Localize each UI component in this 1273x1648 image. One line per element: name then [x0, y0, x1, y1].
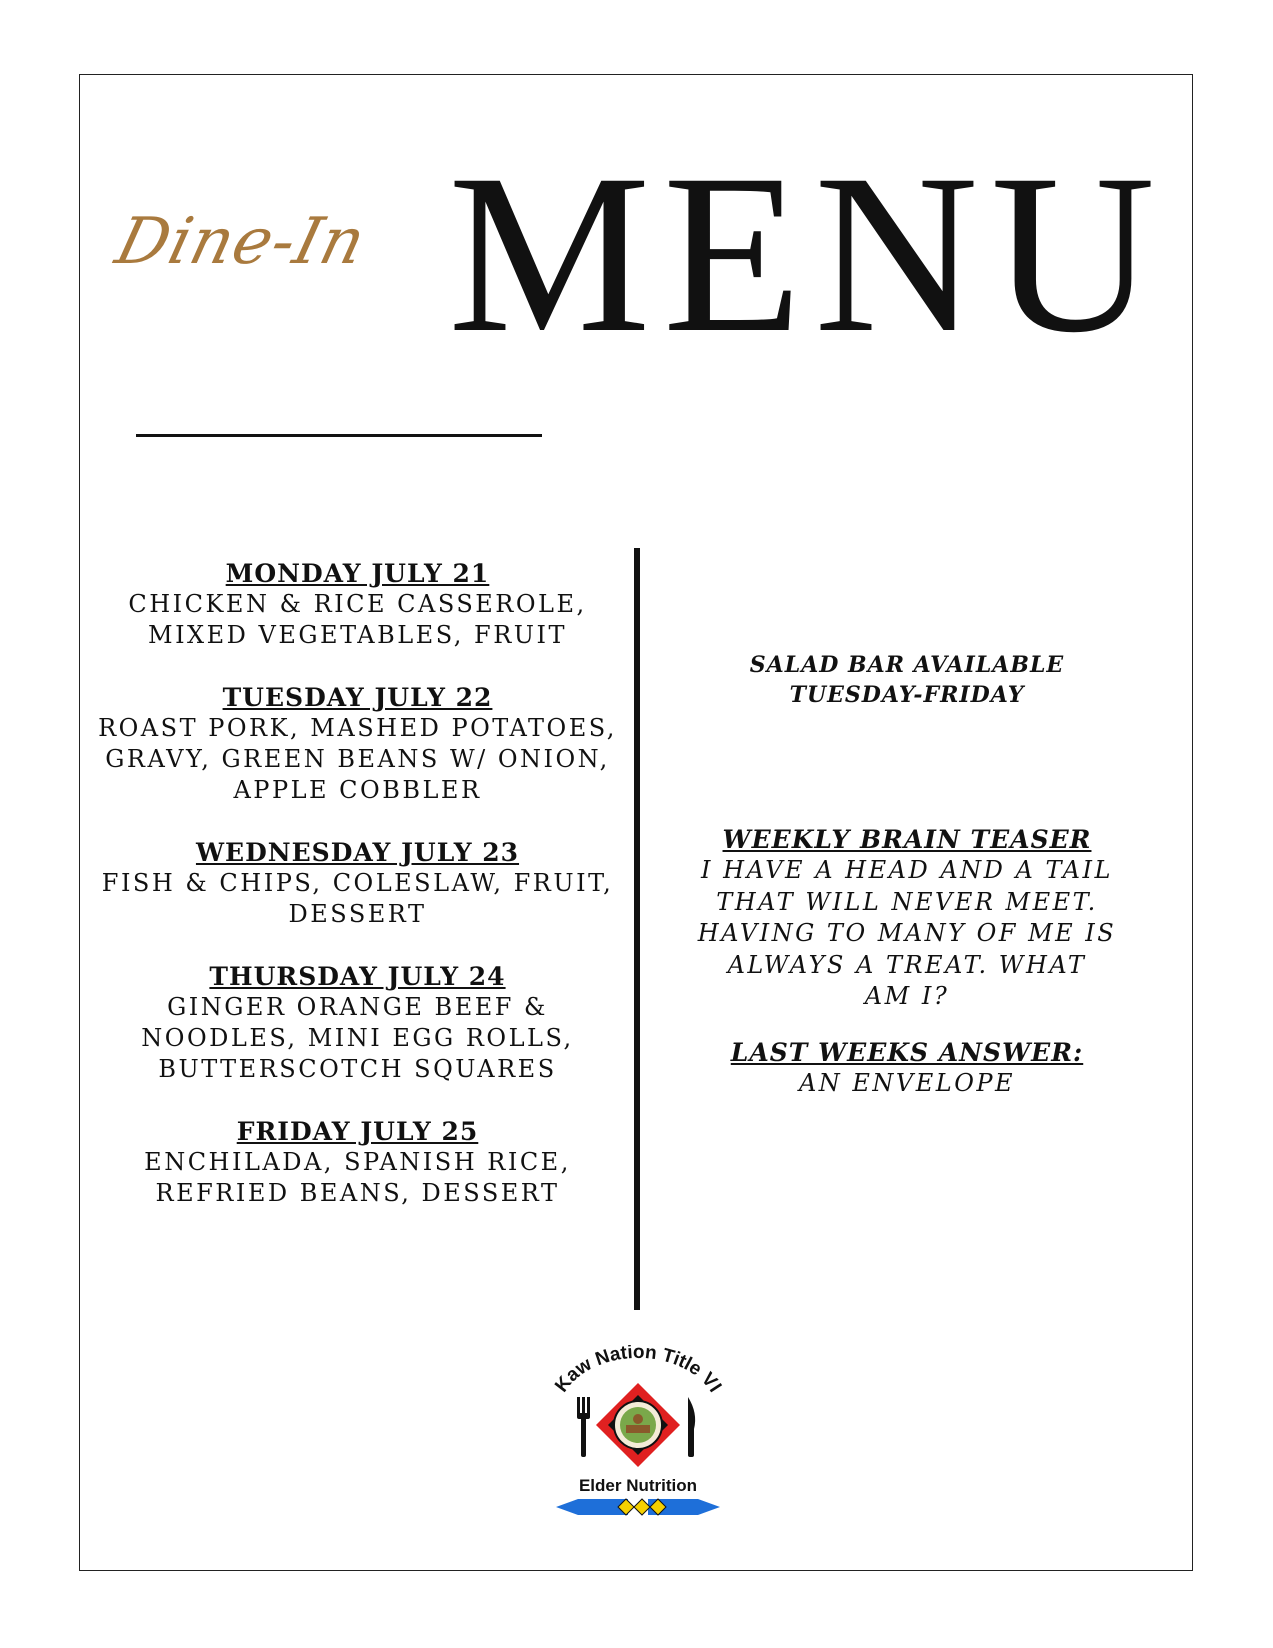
day-heading: THURSDAY JULY 24	[209, 962, 506, 991]
brain-teaser-line: I HAVE A HEAD AND A TAIL	[701, 856, 1113, 884]
last-week-answer	[672, 1037, 1142, 1099]
kaw-nation-elder-nutrition-logo	[538, 1345, 738, 1520]
last-week-answer-text: AN ENVELOPE	[798, 1069, 1016, 1097]
menu-item-line: GINGER ORANGE BEEF &	[167, 993, 548, 1021]
brain-teaser-line: THAT WILL NEVER MEET.	[716, 887, 1098, 916]
salad-bar-notice	[672, 650, 1142, 710]
menu-day-wednesday	[90, 837, 625, 930]
title-underline-rule	[136, 434, 542, 437]
menu-day-friday	[90, 1116, 625, 1209]
dine-in-script-title: Dine-In	[108, 205, 374, 279]
day-heading: TUESDAY JULY 22	[222, 683, 493, 712]
salad-bar-line: SALAD BAR AVAILABLE	[749, 652, 1065, 678]
menu-item-line: NOODLES, MINI EGG ROLLS,	[141, 1024, 574, 1052]
menu-item-line: BUTTERSCOTCH SQUARES	[158, 1055, 557, 1083]
logo-bottom-text: Elder Nutrition	[578, 1476, 698, 1495]
menu-item-line: FISH & CHIPS, COLESLAW, FRUIT,	[101, 869, 614, 897]
brain-teaser-line: HAVING TO MANY OF ME IS	[697, 919, 1117, 947]
last-week-answer-heading: LAST WEEKS ANSWER:	[730, 1038, 1084, 1067]
fork-knife-plate-icon	[538, 1345, 738, 1520]
menu-item-line: APPLE COBBLER	[233, 776, 482, 804]
brain-teaser	[672, 824, 1142, 1013]
menu-title: MENU	[448, 128, 1168, 380]
menu-item-line: CHICKEN & RICE CASSEROLE,	[128, 590, 587, 618]
menu-day-monday	[90, 558, 625, 651]
weekly-menu-list	[90, 558, 625, 1240]
menu-item-line: REFRIED BEANS, DESSERT	[155, 1179, 560, 1207]
menu-item-line: DESSERT	[288, 900, 427, 928]
day-heading: MONDAY JULY 21	[225, 559, 490, 588]
salad-bar-days: TUESDAY-FRIDAY	[789, 682, 1025, 708]
menu-day-thursday	[90, 961, 625, 1085]
brain-teaser-line: ALWAYS A TREAT. WHAT	[727, 950, 1087, 979]
logo-arc-title: Kaw Nation Title VI	[551, 1345, 726, 1397]
day-heading: WEDNESDAY JULY 23	[195, 838, 520, 867]
brain-teaser-heading: WEEKLY BRAIN TEASER	[722, 825, 1092, 854]
menu-item-line: ENCHILADA, SPANISH RICE,	[144, 1148, 571, 1176]
menu-day-tuesday	[90, 682, 625, 806]
menu-item-line: ROAST PORK, MASHED POTATOES,	[98, 714, 617, 742]
column-divider	[634, 548, 640, 1310]
menu-item-line: MIXED VEGETABLES, FRUIT	[148, 621, 567, 649]
day-heading: FRIDAY JULY 25	[236, 1117, 479, 1146]
brain-teaser-line: AM I?	[864, 982, 950, 1010]
menu-item-line: GRAVY, GREEN BEANS W/ ONION,	[105, 745, 610, 773]
